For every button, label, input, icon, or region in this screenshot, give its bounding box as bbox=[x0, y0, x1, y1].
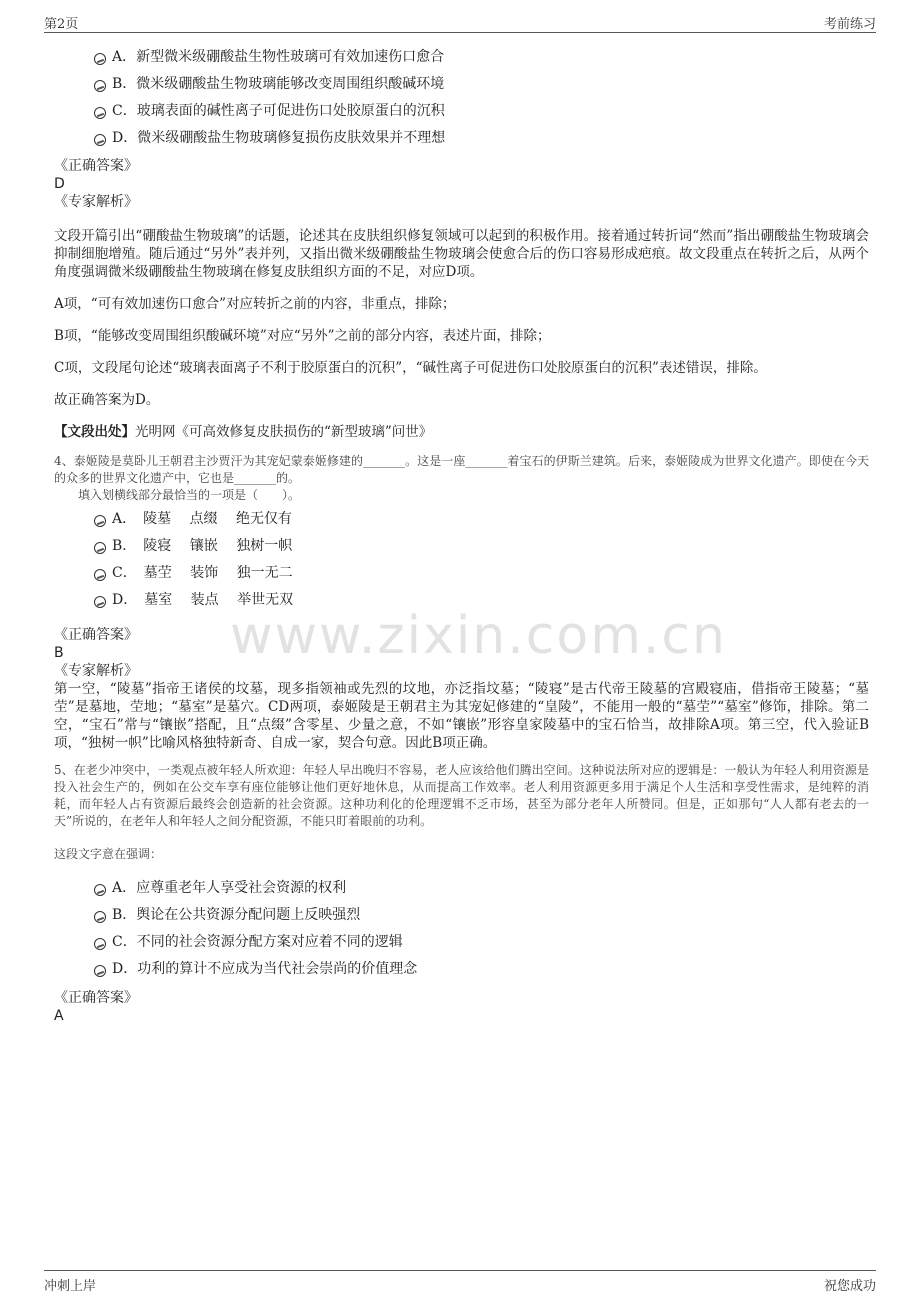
question-4-prompt: 填入划横线部分最恰当的一项是（ ）。 bbox=[78, 488, 301, 502]
answer-value: A bbox=[54, 1008, 64, 1024]
radio-icon[interactable] bbox=[94, 911, 106, 923]
analysis-label: 《专家解析》 bbox=[54, 194, 138, 210]
radio-icon[interactable] bbox=[94, 938, 106, 950]
radio-icon[interactable] bbox=[94, 965, 106, 977]
option-text: B．舆论在公共资源分配问题上反映强烈 bbox=[112, 907, 361, 923]
analysis-paragraph: 第一空，“陵墓”指帝王诸侯的坟墓，现多指领袖或先烈的坟地，亦泛指坟墓；“陵寝”是古代帝王陵墓的宫殿寝庙，借指帝王陵墓；“墓茔”是墓地，茔地；“墓室”是墓穴。CD两项，泰姬陵是王朝君主为其宠妃修建的“皇陵”，不能用一般的“墓茔”“墓室”修饰，排除。第二空，“宝石”常与“镶嵌”搭配，且“点缀”含零星、少量之意，不如“镶嵌”形容皇家陵墓中的宝石恰当，故排除A项。第三空，代入验证B项，“独树一帜”比喻风格独特新奇、自成一家，契合句意。因此B项正确。 bbox=[54, 681, 869, 751]
header-title: 考前练习 bbox=[823, 17, 876, 32]
analysis-paragraph: B项，“能够改变周围组织酸碱环境”对应“另外”之前的部分内容，表述片面，排除； bbox=[54, 328, 551, 344]
radio-icon[interactable] bbox=[94, 80, 106, 92]
option-text: C． 墓茔 装饰 独一无二 bbox=[112, 565, 293, 581]
radio-icon[interactable] bbox=[94, 569, 106, 581]
option-text: C．玻璃表面的碱性离子可促进伤口处胶原蛋白的沉积 bbox=[112, 103, 445, 119]
option-text: A． 陵墓 点缀 绝无仅有 bbox=[112, 511, 293, 527]
radio-icon[interactable] bbox=[94, 596, 106, 608]
radio-icon[interactable] bbox=[94, 53, 106, 65]
option-b[interactable] bbox=[54, 533, 869, 560]
option-text: B． 陵寝 镶嵌 独树一帜 bbox=[112, 538, 293, 554]
option-text: D．微米级硼酸盐生物玻璃修复损伤皮肤效果并不理想 bbox=[112, 130, 446, 146]
question-5-prompt: 这段文字意在强调： bbox=[54, 847, 163, 861]
source-text: 光明网《可高效修复皮肤损伤的“新型玻璃”问世》 bbox=[135, 424, 433, 440]
option-text: B．微米级硼酸盐生物玻璃能够改变周围组织酸碱环境 bbox=[112, 76, 445, 92]
source-label: 【文段出处】 bbox=[54, 424, 135, 440]
option-c[interactable] bbox=[54, 560, 869, 587]
analysis-label: 《专家解析》 bbox=[54, 663, 138, 679]
source-citation bbox=[54, 423, 869, 441]
question-4-options bbox=[54, 506, 869, 614]
answer-value: B bbox=[54, 645, 64, 661]
radio-icon[interactable] bbox=[94, 884, 106, 896]
option-d[interactable] bbox=[54, 587, 869, 614]
option-b[interactable] bbox=[54, 902, 869, 929]
option-d[interactable] bbox=[54, 125, 869, 152]
option-a[interactable] bbox=[54, 44, 869, 71]
option-d[interactable] bbox=[54, 956, 869, 983]
question-5-stem: 5、在老少冲突中，一类观点被年轻人所欢迎：年轻人早出晚归不容易，老人应该给他们腾出空间。这种说法所对应的逻辑是：一般认为年轻人利用资源是投入社会生产的，例如在公交车享有座位能够让他们更好地休息，从而提高工作效率。老人利用资源更多用于满足个人生活和享受性需求，是纯粹的消耗，而年轻人占有资源后最终会创造新的社会资源。这种功利化的伦理逻辑不乏市场，甚至为部分老年人所赞同。但是，正如那句“人人都有老去的一天”所说的，在老年人和年轻人之间分配资源，不能只盯着眼前的功利。 bbox=[54, 763, 869, 828]
document-body bbox=[54, 44, 869, 1025]
radio-icon[interactable] bbox=[94, 134, 106, 146]
option-c[interactable] bbox=[54, 929, 869, 956]
option-text: A．新型微米级硼酸盐生物性玻璃可有效加速伤口愈合 bbox=[112, 49, 445, 65]
answer-value: D bbox=[54, 176, 65, 192]
footer-left-text: 冲刺上岸 bbox=[44, 1279, 97, 1294]
analysis-paragraph: C项，文段尾句论述“玻璃表面离子不利于胶原蛋白的沉积”，“碱性离子可促进伤口处胶原蛋白的沉积”表述错误，排除。 bbox=[54, 360, 767, 376]
option-a[interactable] bbox=[54, 506, 869, 533]
footer-right-text: 祝您成功 bbox=[823, 1279, 876, 1294]
page-footer bbox=[44, 1270, 876, 1295]
option-text: A．应尊重老年人享受社会资源的权利 bbox=[112, 880, 347, 896]
option-c[interactable] bbox=[54, 98, 869, 125]
analysis-paragraph: 文段开篇引出“硼酸盐生物玻璃”的话题，论述其在皮肤组织修复领域可以起到的积极作用。接着通过转折词“然而”指出硼酸盐生物玻璃会抑制细胞增殖。随后通过“另外”表并列，又指出微米级硼酸盐生物玻璃会使愈合后的伤口容易形成疤痕。故文段重点在转折之后，从两个角度强调微米级硼酸盐生物玻璃在修复皮肤组织方面的不足，对应D项。 bbox=[54, 228, 869, 280]
question-4-stem: 4、泰姬陵是莫卧儿王朝君主沙贾汗为其宠妃蒙泰姬修建的_______。这是一座_______着宝石的伊斯兰建筑。后来，泰姬陵成为世界文化遗产。即使在今天的众多的世界文化遗产中，它也是_______的。 bbox=[54, 454, 869, 485]
page-number: 第2页 bbox=[44, 17, 79, 32]
question-3-options bbox=[54, 44, 869, 152]
page-header bbox=[44, 10, 876, 33]
radio-icon[interactable] bbox=[94, 542, 106, 554]
analysis-paragraph: A项，“可有效加速伤口愈合”对应转折之前的内容，非重点，排除； bbox=[54, 296, 456, 312]
analysis-paragraph: 故正确答案为D。 bbox=[54, 392, 160, 408]
answer-label: 《正确答案》 bbox=[54, 990, 138, 1006]
option-text: D．功利的算计不应成为当代社会崇尚的价值理念 bbox=[112, 961, 418, 977]
answer-label: 《正确答案》 bbox=[54, 627, 138, 643]
answer-label: 《正确答案》 bbox=[54, 158, 138, 174]
option-text: C．不同的社会资源分配方案对应着不同的逻辑 bbox=[112, 934, 403, 950]
radio-icon[interactable] bbox=[94, 515, 106, 527]
option-b[interactable] bbox=[54, 71, 869, 98]
option-text: D． 墓室 装点 举世无双 bbox=[112, 592, 294, 608]
question-5-options bbox=[54, 875, 869, 983]
radio-icon[interactable] bbox=[94, 107, 106, 119]
option-a[interactable] bbox=[54, 875, 869, 902]
watermark: www.zixin.com.cn bbox=[230, 606, 727, 666]
